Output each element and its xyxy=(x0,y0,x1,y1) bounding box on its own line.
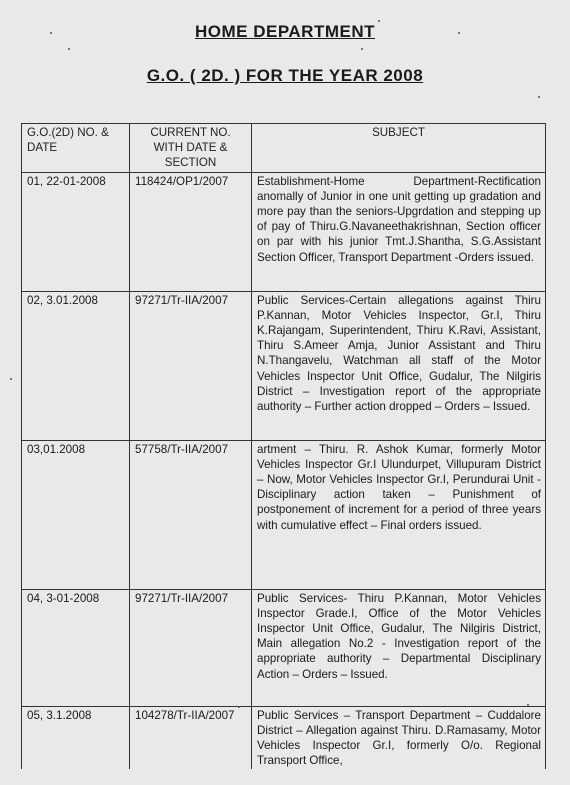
scan-speck xyxy=(378,20,380,22)
go-number-cell: 04, 3-01-2008 xyxy=(22,589,130,706)
column-header-current-no: CURRENT NO. WITH DATE & SECTION xyxy=(130,124,252,173)
subject-cell: Establishment-Home Department-Rectification anomally of Junior in one unit getting up gradation and more pay than the seniors-Upgrdation and stepping up of pay of Thiru.G.Navaneethakrishnan, Section officer on par with his junior Tmt.J.Shantha, S.G.Assistant Section Officer, Transport Department -Orders issued. xyxy=(252,172,546,291)
current-number-cell: 104278/Tr-IIA/2007 xyxy=(130,706,252,769)
table-row xyxy=(22,706,546,769)
current-number-cell: 97271/Tr-IIA/2007 xyxy=(130,291,252,440)
scan-speck xyxy=(527,704,529,706)
go-number-cell: 03,01.2008 xyxy=(22,440,130,589)
table-row xyxy=(22,440,546,589)
current-number-cell: 97271/Tr-IIA/2007 xyxy=(130,589,252,706)
go-number-cell: 01, 22-01-2008 xyxy=(22,172,130,291)
column-header-go-no: G.O.(2D) NO. & DATE xyxy=(22,124,130,173)
subject-cell: Public Services-Certain allegations against Thiru P.Kannan, Motor Vehicles Inspector, Gr.I, Thiru K.Rajangam, Superintendent, Thiru K.Ravi, Assistant, Thiru S.Ameer Amja, Junior Assistant and Thiru N.Thangavelu, Watchman all staff of the Motor Vehicles Inspector Unit Office, Gudalur, The Nilgiris District – Investigation report of the appropriate authority – Further action dropped – Orders – Issued. xyxy=(252,291,546,440)
subject-cell: Public Services – Transport Department – Cuddalore District – Allegation against Thiru. D.Ramasamy, Motor Vehicles Inspector Gr.I, formerly O/o. Regional Transport Office, xyxy=(252,706,546,769)
go-number-cell: 02, 3.01.2008 xyxy=(22,291,130,440)
scan-speck xyxy=(361,48,363,50)
scan-speck xyxy=(68,48,70,50)
current-number-cell: 118424/OP1/2007 xyxy=(130,172,252,291)
department-heading: HOME DEPARTMENT xyxy=(194,22,375,41)
scan-speck xyxy=(50,32,52,34)
column-header-subject: SUBJECT xyxy=(252,124,546,173)
scan-speck xyxy=(538,96,540,98)
subject-cell: Public Services- Thiru P.Kannan, Motor Vehicles Inspector Grade.I, Office of the Motor Vehicles Inspector Unit Office, Gudalur, The Nilgiris District, Main allegation No.2 - Investigation report of the appropriate authority – Departmental Disciplinary Action – Orders – Issued. xyxy=(252,589,546,706)
go-number-cell: 05, 3.1.2008 xyxy=(22,706,130,769)
current-number-cell: 57758/Tr-IIA/2007 xyxy=(130,440,252,589)
order-title: G.O. ( 2D. ) FOR THE YEAR 2008 xyxy=(146,66,424,85)
table-row xyxy=(22,589,546,706)
scan-speck xyxy=(458,32,460,34)
scan-speck xyxy=(238,706,240,708)
table-header-row xyxy=(22,124,546,173)
scan-speck xyxy=(10,378,12,380)
subject-cell: artment – Thiru. R. Ashok Kumar, formerly Motor Vehicles Inspector Gr.I Ulundurpet, Villupuram District – Now, Motor Vehicles Inspector Gr.I, Perundurai Unit - Disciplinary action taken – Punishment of postponement of increment for a period of three years with cumulative effect – Final orders issued. xyxy=(252,440,546,589)
table-row xyxy=(22,291,546,440)
go-table xyxy=(21,123,546,769)
table-row xyxy=(22,172,546,291)
